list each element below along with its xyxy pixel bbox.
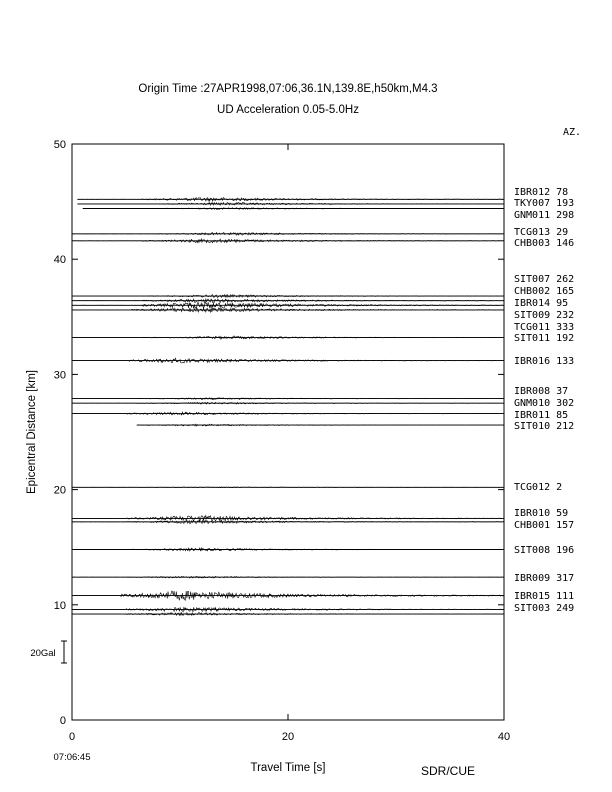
station-label: SIT010 212 (514, 421, 575, 432)
trace-ibr012 (77, 198, 503, 202)
y-axis-label: Epicentral Distance [km] (26, 370, 38, 494)
station-label: TCG011 333 (514, 322, 575, 333)
station-label: GNM011 298 (514, 210, 575, 221)
station-label: IBR012 78 (514, 187, 569, 198)
start-time-label: 07:06:45 (53, 752, 91, 763)
y-tick-label: 30 (53, 369, 66, 382)
station-label: TKY007 193 (514, 198, 575, 209)
trace-ibr011 (137, 424, 504, 426)
y-tick-label: 0 (59, 715, 66, 727)
chart-title: Origin Time :27APR1998,07:06,36.1N,139.8E,h50km,M4.3 (138, 83, 438, 95)
station-label: SIT003 249 (514, 603, 575, 614)
station-label: IBR014 95 (514, 298, 569, 309)
station-label: SIT007 262 (514, 274, 575, 285)
station-label: SIT011 192 (514, 333, 575, 344)
station-label: CHB002 165 (514, 286, 575, 297)
y-tick-label: 10 (53, 599, 66, 612)
credit-label: SDR/CUE (420, 764, 476, 778)
station-label: IBR016 133 (514, 356, 575, 367)
trace-ibr008 (72, 402, 504, 404)
x-tick-label: 40 (497, 731, 511, 743)
x-tick-label: 20 (281, 731, 295, 743)
chart-subtitle: UD Acceleration 0.05-5.0Hz (217, 104, 359, 116)
x-axis-label: Travel Time [s] (250, 762, 326, 774)
y-tick-label: 40 (53, 254, 66, 267)
trace-chb001 (72, 548, 504, 551)
trace-sit009 (72, 308, 504, 313)
scale-bar-label: 20Gal (30, 648, 56, 659)
trace-sit008 (72, 576, 504, 578)
station-label: CHB001 157 (514, 520, 575, 531)
trace-tcg013 (72, 233, 504, 236)
y-tick-label: 50 (53, 139, 66, 151)
plot-frame (72, 144, 504, 720)
seismogram-traces (72, 198, 504, 616)
station-label: SIT008 196 (514, 545, 575, 556)
trace-chb002 (72, 299, 504, 303)
station-label: CHB003 146 (514, 238, 575, 249)
station-labels (514, 187, 574, 614)
station-label: IBR008 37 (514, 386, 569, 397)
station-label: GNM010 302 (514, 398, 575, 409)
trace-gnm010 (72, 412, 504, 415)
station-label: IBR010 59 (514, 508, 569, 519)
trace-ibr016 (72, 398, 504, 400)
station-label: TCG012 2 (514, 482, 563, 493)
trace-tcg012 (72, 516, 504, 522)
station-label: SIT009 232 (514, 310, 575, 321)
station-label: IBR011 85 (514, 410, 569, 421)
trace-ibr010 (72, 520, 504, 524)
trace-gnm011 (83, 208, 504, 210)
station-label: IBR015 111 (514, 591, 575, 602)
trace-chb003 (72, 239, 504, 243)
y-tick-label: 20 (53, 484, 66, 497)
az-column-header: AZ. (563, 127, 582, 138)
station-label: IBR009 317 (514, 573, 575, 584)
x-tick-label: 0 (68, 731, 76, 743)
axes (54, 139, 510, 743)
station-label: TCG013 29 (514, 227, 569, 238)
